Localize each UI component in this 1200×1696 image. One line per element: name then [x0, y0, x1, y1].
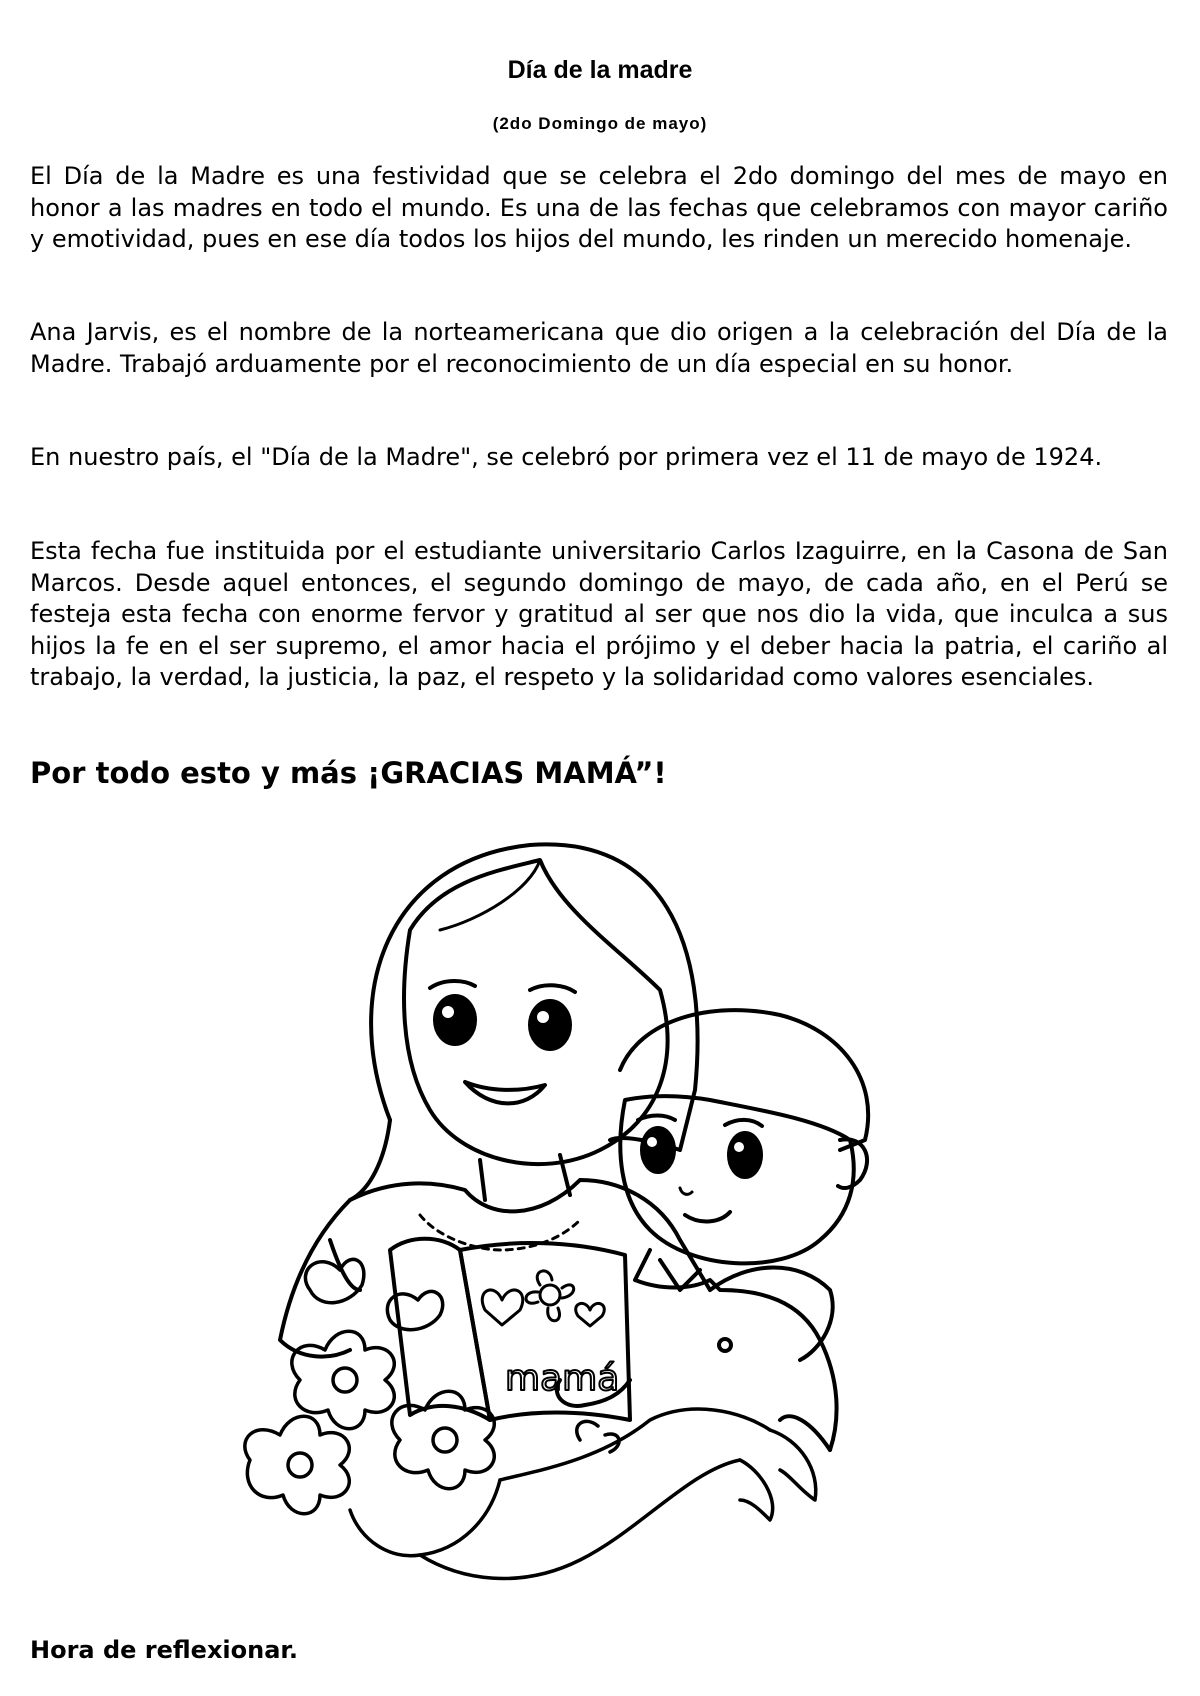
card-flower-icon — [540, 1285, 560, 1305]
card-heart-icon — [482, 1290, 522, 1325]
paragraph-3: En nuestro país, el "Día de la Madre", se celebró por primera vez el 11 de mayo de 1924. — [30, 443, 1103, 471]
mother-arm — [710, 1268, 833, 1361]
child-smile — [685, 1212, 730, 1221]
paragraph-2: Ana Jarvis, es el nombre de la norteamericana que dio origen a la celebración del Día de la Madre. Trabajó arduamente por el reconocimiento de un día especial en su honor. — [30, 318, 1168, 378]
child-left-eye — [642, 1128, 674, 1172]
mother-left-eye — [435, 996, 475, 1044]
flower-bouquet — [245, 1259, 816, 1578]
mother-child-coloring-illustration — [240, 820, 970, 1620]
mother-right-eye — [530, 1001, 570, 1049]
page-title: Día de la madre — [507, 56, 693, 84]
closing-thanks: Por todo esto y más ¡GRACIAS MAMÁ”! — [30, 756, 667, 790]
section-heading-reflect: Hora de reflexionar. — [30, 1636, 298, 1664]
paragraph-4: Esta fecha fue instituida por el estudiante universitario Carlos Izaguirre, en la Casona de San Marcos. Desde aquel entonces, el segundo domingo de mayo, de cada año, en el Perú se festeja esta fecha con enorme fervor y gratitud al ser que nos dio la vida, que inculca a sus hijos la fe en el ser supremo, el amor hacia el prójimo y el deber hacia la patria, el cariño al trabajo, la verdad, la justicia, la paz, el respeto y la solidaridad como valores esenciales. — [30, 537, 1168, 691]
child-shirt — [635, 1250, 837, 1450]
child-right-eye — [729, 1133, 761, 1177]
card-text: mamá — [505, 1358, 620, 1399]
mother-hair — [371, 844, 697, 1150]
mother-smile — [465, 1082, 545, 1103]
page-subtitle: (2do Domingo de mayo) — [492, 114, 708, 133]
paragraph-1: El Día de la Madre es una festividad que se celebra el 2do domingo del mes de mayo en honor a las madres en todo el mundo. Es una de las fechas que celebramos con mayor cariño y emotividad, pues en ese día todos los hijos del mundo, les rinden un merecido homenaje. — [30, 162, 1168, 253]
